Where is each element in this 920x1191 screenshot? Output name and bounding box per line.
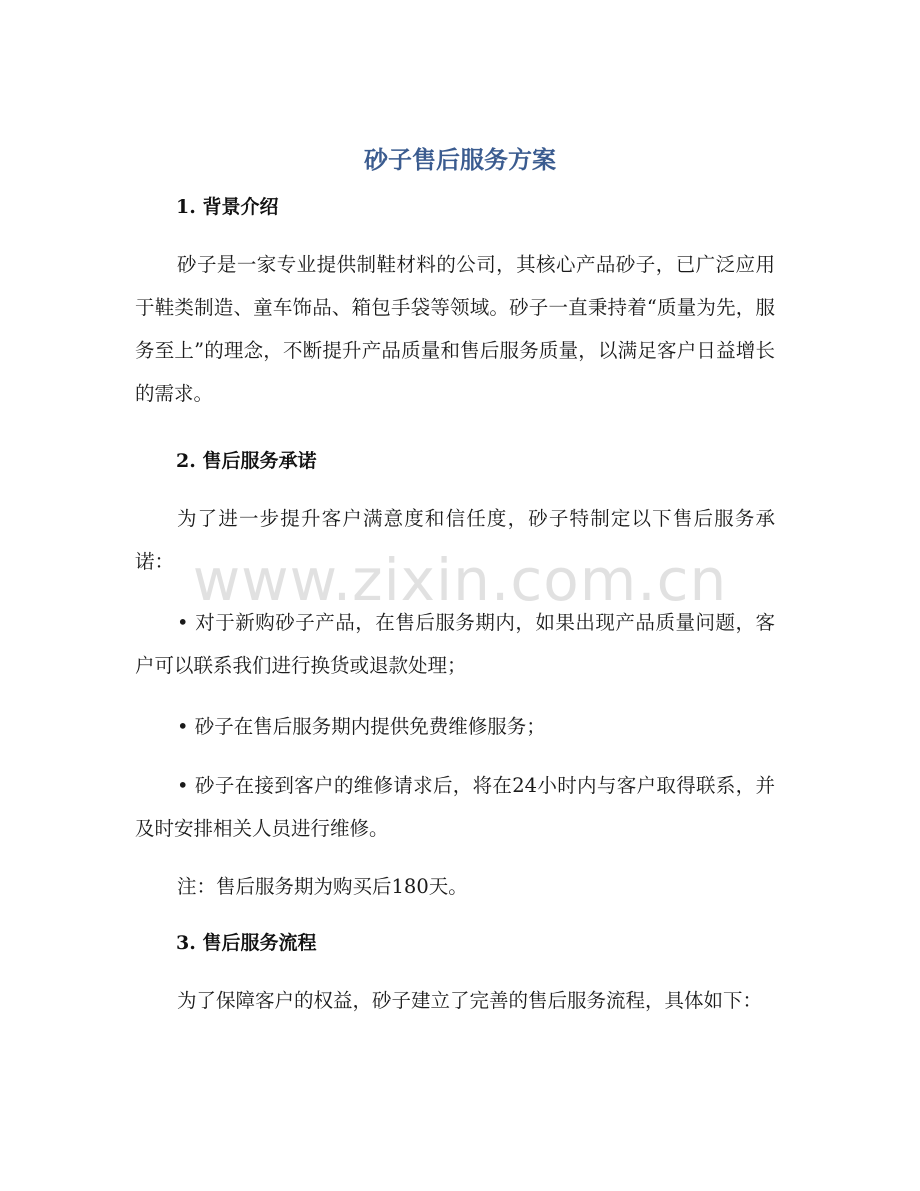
paragraph-background: 砂子是一家专业提供制鞋材料的公司，其核心产品砂子，已广泛应用于鞋类制造、童车饰品、箱包手袋等领域。砂子一直秉持着“质量为先，服务至上”的理念，不断提升产品质量和售后服务质量，以满足客户日益增长的需求。 (135, 253, 775, 405)
section-heading-process: 3. 售后服务流程 (176, 932, 317, 954)
paragraph-process-intro: 为了保障客户的权益，砂子建立了完善的售后服务流程，具体如下： (177, 989, 763, 1012)
document-title: 砂子售后服务方案 (364, 145, 556, 174)
section-heading-background: 1. 背景介绍 (176, 196, 279, 218)
list-item-free-repair: • 砂子在售后服务期内提供免费维修服务； (177, 715, 546, 738)
list-item-response-time: • 砂子在接到客户的维修请求后，将在24小时内与客户取得联系，并及时安排相关人员进行维修。 (135, 774, 775, 840)
paragraph-commitment-intro: 为了进一步提升客户满意度和信任度，砂子特制定以下售后服务承诺： (135, 507, 775, 573)
section-heading-commitment: 2. 售后服务承诺 (176, 450, 317, 472)
list-item-replacement: • 对于新购砂子产品，在售后服务期内，如果出现产品质量问题，客户可以联系我们进行换货或退款处理； (135, 611, 775, 677)
watermark-text: www.zixin.com.cn (192, 546, 728, 614)
note-service-period: 注：售后服务期为购买后180天。 (177, 875, 468, 898)
